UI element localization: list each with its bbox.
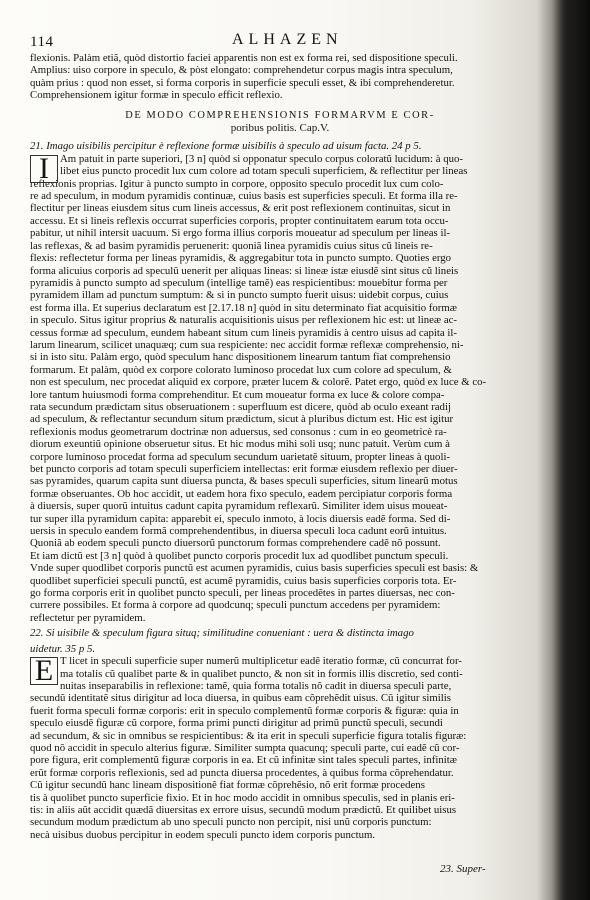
text-line: quod nõ accidit in speculo alterius figuræ. Similiter sumpta quacunq; speculi parte, cui eadẽ cũ cor- <box>30 741 460 754</box>
text-line: pyramidem illam ad punctum sumptum: & si in puncto sumpto fuerit uisus: uidebit corpus, cuius <box>30 289 449 302</box>
text-line: re ad speculum, in modum pyramidis continuæ, cuius basis est superficies speculi. Et forma illa re- <box>30 190 458 203</box>
paragraph-21-drop-lines <box>30 153 530 178</box>
text-line: ma totalis cũ qualibet parte & in qualibet puncto, & non sit in formis illis discretio, sed conti- <box>60 667 463 680</box>
text-line: cessus formæ ad speculum, eundem habeant situm cum lineis pyramidis à centro uisus ad capita il- <box>30 326 457 339</box>
text-line: Comprehensionem igitur formæ in speculo efficit reflexio. <box>30 89 283 102</box>
text-line: flexionis. Palàm etiã, quòd distortio faciei apparentis non est ex forma rei, sed dispositione speculi. <box>30 52 458 64</box>
text-line: tis: in aliis aũt accidit quædã diuersitas ex errore uisus, secundũ modum prædictũ. Et quilibet uisus <box>30 803 457 816</box>
text-line: Vnde super quodlibet corporis punctũ est acumen pyramidis, cuius basis superficies speculi est basis: & <box>30 562 479 575</box>
text-line: pore figura, erit complementũ figuræ corporis in ea. Et cũ infinitæ sint tales speculi partes, infinitæ <box>30 754 457 767</box>
text-line: lore tantum huiusmodi forma comprehenditur. Et cum moueatur forma ex luce & colore compa- <box>30 388 445 401</box>
text-line: quàm prius : quod non esset, si forma corporis in superficie speculi esset, & ibi comprehenderetur. <box>30 76 455 89</box>
proposition-21-heading: 21. Imago uisibilis percipitur è reflexione formæ uisibilis à speculo ad uisum facta. 24 p 5. <box>30 140 422 153</box>
text-line: pyramidis à puncto sumpto ad speculum (intellige tamẽ) eas respicientibus: mouebitur forma per <box>30 276 448 289</box>
text-line: in speculo. Situs igitur proprius & naturalis acquisitionis uisus per reflexionem hic est: ut lineæ ac- <box>30 314 458 327</box>
text-line: accessu. Et si lineis reflexis occurrat superficies corporis, propter continuitatem earum tota occu- <box>30 214 449 227</box>
text-line: Am patuit in parte superiori, [3 n] quòd si opponatur speculo corpus coloratũ lucidum: à quo- <box>60 152 463 165</box>
text-line: secundum modum prædictum ab uno speculi puncto non percipit, nisi unũ corporis punctum: <box>30 816 432 829</box>
paragraph-21 <box>30 153 530 624</box>
text-line: diorum exeuntiũ opinione obseruetur situs. Et hic modus mihi soli usq; nunc patuit. Verùm cum à <box>30 438 450 451</box>
text-line: libet eius puncto procedit lux cum colore ad totam speculi superficiem, & reflectitur per lineas <box>60 165 468 178</box>
text-line: T licet in speculi superficie super numerũ multiplicetur eadẽ iteratio formæ, cũ concurrat for- <box>60 655 462 668</box>
text-line: ad speculum, & reflectantur secundum situm prædictum, sicut à pluribus dictum est. Hic est igitur <box>30 413 454 426</box>
text-line: larum linearum, scilicet unaquæq; cum sua respiciente: nec accidit formæ reflexæ comprehensio, ni- <box>30 338 464 351</box>
text-line: Cũ igitur secundũ hanc lineam dispositionẽ fiat formæ cõprehẽsio, nõ erit formæ procedens <box>30 779 425 792</box>
text-line: reflexionis modus geometrarum doctrinæ non aduersus, sed consonus : cum in eo geometricè ra- <box>30 425 447 438</box>
text-line: flexis: reflectetur forma per lineas pyramidis, & aggregabitur tota in puncto sumpto. Quoties ergo <box>30 252 452 265</box>
paragraph-22-lines <box>30 692 530 841</box>
text-line: Et iam dictũ est [3 n] quòd à quolibet puncto corporis procedit lux ad quodlibet punctum speculi. <box>30 549 449 562</box>
text-line: currere possibiles. Et forma à corpore ad quodcunq; speculi punctum accedens per pyramidem: <box>30 599 441 612</box>
paragraph-22-drop-lines <box>30 655 530 692</box>
text-line: reflexionis proprias. Igitur à puncto sumpto in corpore, opposito speculo procedit lux cum colo- <box>30 177 444 190</box>
text-line: tis à quolibet puncto superficie fixio. Et in hoc modo accidit in omnibus speculis, sed in planis eri- <box>30 791 455 804</box>
text-block <box>30 52 530 841</box>
text-line: rata secundum prædictam situs obseruationem : superfluum est dicere, quòd ab oculo exeant radij <box>30 400 451 413</box>
paragraph-21-lines <box>30 178 530 625</box>
text-line: ad secundum, & sic in omnibus se respicientibus: & ita erit in speculi superficie figura totalis figuræ: <box>30 729 467 742</box>
text-line: formæ obseruantes. Ob hoc accidit, ut eadem hora fixo speculo, eadem percipiatur corporis forma <box>30 487 453 500</box>
chapter-title: DE MODO COMPREHENSIONIS FORMARVM E COR- <box>125 109 435 121</box>
intro-lines <box>30 52 530 102</box>
text-line: corpore luminoso procedat forma ad speculum secundum uarietatẽ situum, propter lineas à quoli- <box>30 450 451 463</box>
text-line: fuerit forma speculi formæ corporis: erit in speculo complementũ formæ corporis & figuræ: quia in <box>30 704 459 717</box>
text-line: à diuersis, super quorũ intuitus cadunt capita pyramidum reflexarũ. Similiter idem uisus moueat- <box>30 500 448 513</box>
drop-cap-initial: I <box>30 155 58 183</box>
text-line: uersis in speculo eandem formã comprehendentibus, in diuersa speculi loca cadunt eorũ intuitus. <box>30 525 447 538</box>
text-line: quodlibet superficiei speculi punctũ, est acumẽ pyramidis, cuius basis superficies corporis tota. Er- <box>30 574 457 587</box>
text-line: bet puncto corporis ad totam speculi superficiem intellectas: erit formæ eiusdem reflexio per diuer- <box>30 463 458 475</box>
text-line: pabitur, ut nihil intersit uacuum. Si ergo forma illius corporis moueatur ad speculum per lineas il- <box>30 227 451 240</box>
proposition-22-heading: 22. Si uisibile & speculum figura situq; similitudine conueniant : uera & distincta imago <box>30 627 414 640</box>
running-head: ALHAZEN <box>232 31 343 48</box>
text-line: secundũ identitatẽ situs dirigitur ad loca diuersa, in quibus eam cõprehẽdit uisus. Cũ igitur similis <box>30 692 452 705</box>
page-number: 114 <box>30 34 54 50</box>
drop-cap-initial: E <box>30 657 58 685</box>
chapter-subtitle: poribus politis. Cap.V. <box>230 122 330 135</box>
text-line: speculo eiusdẽ figuræ cũ corpore, forma primi puncti dirigitur ad primũ punctũ speculi, secundi <box>30 717 443 730</box>
text-line: nuitas inseparabilis in reflexione: tamẽ, quia forma totalis nõ cadit in diuersa speculi parte, <box>60 679 452 692</box>
text-line: erũt formæ corporis reflexionis, sed ad puncta diuersa procedentes, à quibus forma cõprehendatur. <box>30 766 454 779</box>
catchword: 23. Super- <box>440 863 486 875</box>
paragraph-22 <box>30 655 530 841</box>
text-line: non est speculum, nec procedat aliquid ex corpore, præter lucem & colorẽ. Patet ergo, quòd ex luce & co- <box>30 376 487 389</box>
text-line: Amplius: uiso corpore in speculo, & pòst elongato: comprehendetur corpus magis intra speculum, <box>30 64 453 77</box>
text-line: forma alicuius corporis ad speculũ uenerit per aliquas lineas: si lineæ istæ eiusdẽ sint situs cũ lineis <box>30 264 459 277</box>
text-line: go forma corporis erit in quolibet puncto speculi, per lineas procedẽtes in partes diuersas, nec con- <box>30 587 455 600</box>
text-line: sas pyramides, quarum capita sunt diuersa puncta, & bases speculi superficies, situm linearũ motus <box>30 475 458 488</box>
text-line: tur super illa pyramidum capita: apparebit ei, speculo inmoto, à locis diuersis eadẽ forma. Sed di- <box>30 512 451 525</box>
proposition-22-heading-cont: uidetur. 35 p 5. <box>30 642 96 655</box>
text-line: est forma illa. Et superius declaratum est [2.17.18 n] quòd in situ determinato fiat acquisitio formæ <box>30 301 457 314</box>
book-gutter-shadow <box>552 0 590 900</box>
text-line: si in isto situ. Palàm ergo, quòd speculum hanc dispositionem linearum tantum fiat comprehensio <box>30 351 451 364</box>
text-line: reflectetur per pyramidem. <box>30 611 146 624</box>
text-line: Quoniã ab eodem speculi puncto diuersorũ punctorum formas comprehendere cadẽ nõ possunt. <box>30 537 441 550</box>
text-line: formarum. Et palàm, quòd ex corpore colorato luminoso procedat lux cum colore ad speculum, & <box>30 363 452 376</box>
text-line: flectitur per lineas eiusdem situs cum lineis accessus, & erit post reflexionem continuitas, sicut in <box>30 202 451 215</box>
text-line: necà uisibus duobus percipitur in eodem speculi puncto idem corporis punctum. <box>30 828 376 841</box>
text-line: las reflexas, & ad basim pyramidis peruenerit: quoniã linea pyramidis cuius situs cũ lineis re- <box>30 239 433 252</box>
